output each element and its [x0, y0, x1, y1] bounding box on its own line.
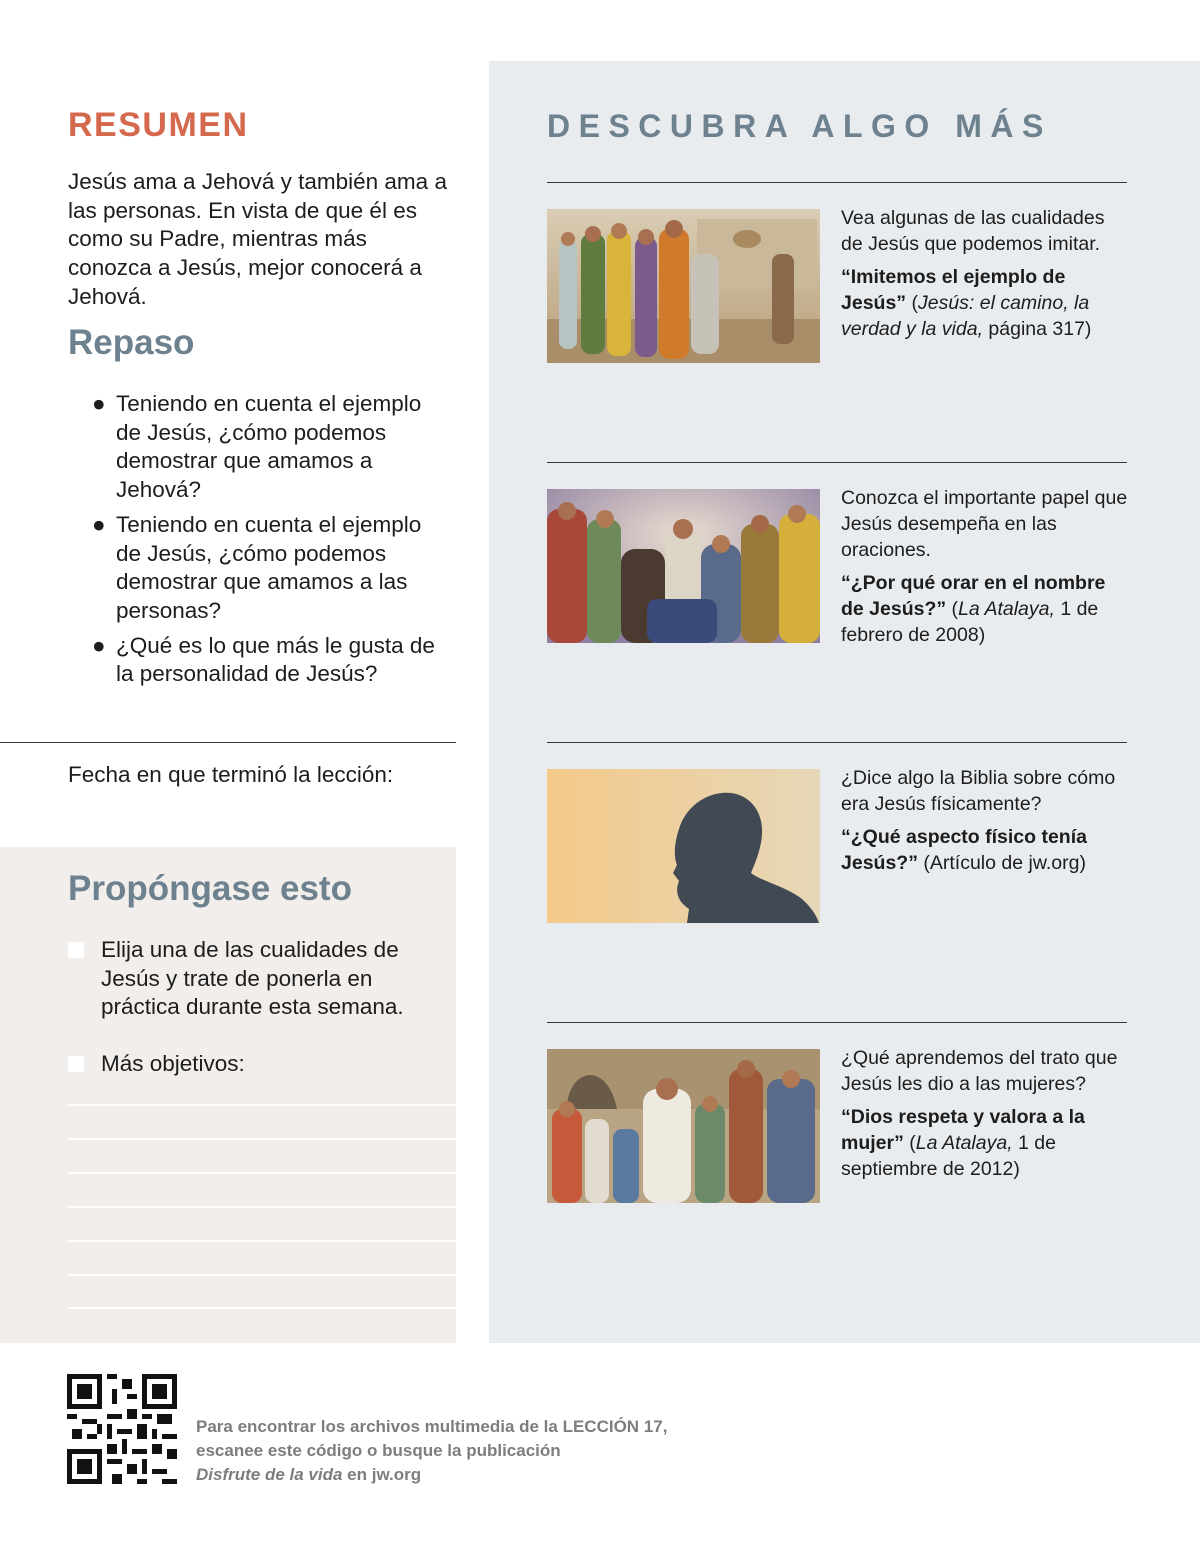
- goal-item: [68, 936, 438, 1022]
- writing-line[interactable]: [68, 1206, 456, 1208]
- qr-code-icon[interactable]: [67, 1374, 177, 1484]
- divider: [0, 742, 456, 743]
- discover-item: [841, 765, 1131, 876]
- review-question: ● ¿Qué es lo que más le gusta de la personalidad de Jesús?: [92, 632, 435, 687]
- discover-link[interactable]: “¿Qué aspecto físico tenía Jesús?” (Artículo de jw.org): [841, 826, 1087, 874]
- writing-line[interactable]: [68, 1104, 456, 1106]
- discover-description: Conozca el importante papel que Jesús desempeña en las oraciones.: [841, 487, 1128, 561]
- goal-checkbox[interactable]: [68, 1056, 84, 1072]
- discover-description: ¿Dice algo la Biblia sobre cómo era Jesús físicamente?: [841, 767, 1116, 815]
- completion-date-label: Fecha en que terminó la lección:: [68, 762, 394, 787]
- writing-line[interactable]: [68, 1307, 456, 1309]
- discover-image[interactable]: [547, 489, 820, 643]
- review-questions: [92, 390, 452, 695]
- bullet-icon: ●: [92, 391, 106, 416]
- summary-title: RESUMEN: [68, 106, 249, 144]
- divider: [547, 742, 1127, 743]
- discover-image[interactable]: [547, 769, 820, 923]
- discover-link[interactable]: “Dios respeta y valora a la mujer” (La Atalaya, 1 de septiembre de 2012): [841, 1106, 1085, 1180]
- discover-description: Vea algunas de las cualidades de Jesús que podemos imitar.: [841, 207, 1105, 255]
- writing-line[interactable]: [68, 1240, 456, 1242]
- review-title: Repaso: [68, 323, 195, 362]
- writing-line[interactable]: [68, 1138, 456, 1140]
- discover-image[interactable]: [547, 209, 820, 363]
- goal-checkbox[interactable]: [68, 942, 84, 958]
- bullet-icon: ●: [92, 632, 106, 658]
- divider: [547, 1022, 1127, 1023]
- divider: [547, 462, 1127, 463]
- writing-line[interactable]: [68, 1274, 456, 1276]
- discover-image[interactable]: [547, 1049, 820, 1203]
- goal-item: [68, 1050, 438, 1079]
- goals-panel: [0, 847, 456, 1343]
- discover-link[interactable]: “¿Por qué orar en el nombre de Jesús?” (La Atalaya, 1 de febrero de 2008): [841, 572, 1106, 646]
- discover-title: DESCUBRA ALGO MÁS: [547, 108, 1052, 144]
- review-question: ● Teniendo en cuenta el ejemplo de Jesús, ¿cómo podemos demostrar que amamos a Jehová?: [92, 391, 422, 503]
- discover-item: [841, 485, 1131, 648]
- goals-title: Propóngase esto: [68, 869, 352, 908]
- writing-line[interactable]: [68, 1172, 456, 1174]
- discover-item: [841, 1045, 1131, 1182]
- goal-text: Elija una de las cualidades de Jesús y trate de ponerla en práctica durante esta semana.: [101, 937, 404, 1020]
- goal-text: Más objetivos:: [101, 1051, 245, 1076]
- summary-text: Jesús ama a Jehová y también ama a las personas. En vista de que él es como su Padre, mientras más conozca a Jesús, mejor conocerá a Jehová.: [68, 169, 447, 309]
- discover-description: ¿Qué aprendemos del trato que Jesús les dio a las mujeres?: [841, 1047, 1118, 1095]
- discover-link[interactable]: “Imitemos el ejemplo de Jesús” (Jesús: el camino, la verdad y la vida, página 317): [841, 266, 1092, 340]
- footer-text: Para encontrar los archivos multimedia de la LECCIÓN 17, escanee este código o busque la publicación Disfrute de la vida en jw.org: [196, 1417, 668, 1484]
- review-question: ● Teniendo en cuenta el ejemplo de Jesús, ¿cómo podemos demostrar que amamos a las personas?: [92, 511, 422, 623]
- bullet-icon: ●: [92, 511, 106, 537]
- discover-item: [841, 205, 1131, 342]
- divider: [547, 182, 1127, 183]
